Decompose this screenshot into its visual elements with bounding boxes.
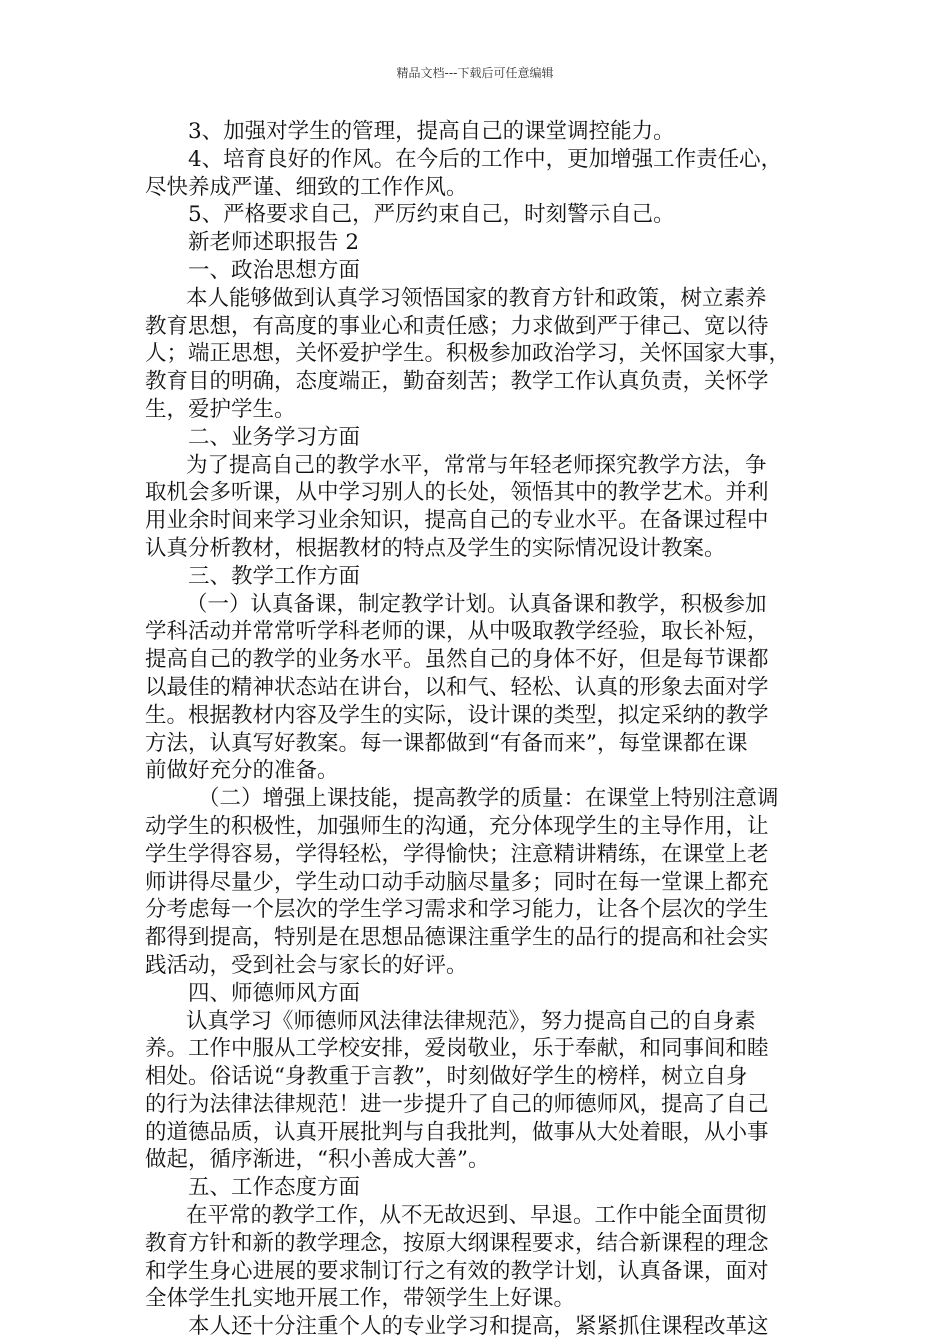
paragraph-line: 生。根据教材内容及学生的实际，设计课的类型，拟定采纳的教学 [145, 702, 769, 728]
paragraph-line: 在平常的教学工作，从不无故迟到、早退。工作中能全面贯彻 [186, 1203, 767, 1229]
paragraph-line: （二）增强上课技能，提高教学的质量：在课堂上特别注意调 [198, 786, 779, 812]
paragraph-line: 分考虑每一个层次的学生学习需求和学习能力，让各个层次的学生 [145, 897, 769, 923]
document-body [145, 118, 810, 1341]
paragraph-line: 4、培育良好的作风。在今后的工作中，更加增强工作责任心， [188, 146, 783, 172]
paragraph-line: 认真学习《师德师风法律法律规范》，努力提高自己的自身素 [186, 1008, 756, 1034]
paragraph-line: 生，爱护学生。 [145, 396, 296, 422]
section-title: 新老师述职报告 2 [188, 230, 360, 256]
paragraph-line: 为了提高自己的教学水平，常常与年轻老师探究教学方法，争 [186, 452, 767, 478]
section-heading: 五、工作态度方面 [188, 1175, 361, 1201]
page-header: 精品文档---下载后可任意编辑 [396, 66, 554, 80]
paragraph-line: 方法，认真写好教案。每一课都做到“有备而来”，每堂课都在课 [145, 730, 748, 756]
paragraph-line: 的行为法律法律规范！进一步提升了自己的师德师风，提高了自己 [145, 1091, 769, 1117]
paragraph-line: 师讲得尽量少，学生动口动手动脑尽量多；同时在每一堂课上都充 [145, 869, 769, 895]
paragraph-line: 学生学得容易，学得轻松，学得愉快；注意精讲精练，在课堂上老 [145, 841, 769, 867]
section-heading: 二、业务学习方面 [188, 424, 361, 450]
section-heading: 一、政治思想方面 [188, 257, 361, 283]
paragraph-line: 相处。俗话说“身教重于言教”，时刻做好学生的榜样，树立自身 [145, 1064, 748, 1090]
paragraph-line: 以最佳的精神状态站在讲台，以和气、轻松、认真的形象去面对学 [145, 674, 769, 700]
paragraph-line: 教育目的明确，态度端正，勤奋刻苦；教学工作认真负责，关怀学 [145, 369, 769, 395]
paragraph-line: 认真分析教材，根据教材的特点及学生的实际情况设计教案。 [145, 535, 726, 561]
section-heading: 三、教学工作方面 [188, 563, 361, 589]
paragraph-line: 教育方针和新的教学理念，按原大纲课程要求，结合新课程的理念 [145, 1230, 769, 1256]
paragraph-line: 尽快养成严谨、细致的工作作风。 [145, 174, 468, 200]
paragraph-line: 人；端正思想，关怀爱护学生。积极参加政治学习，关怀国家大事， [145, 341, 791, 367]
paragraph-line: 前做好充分的准备。 [145, 758, 339, 784]
paragraph-line: 养。工作中服从工学校安排，爱岗敬业，乐于奉献，和同事间和睦 [145, 1036, 769, 1062]
paragraph-line: 取机会多听课，从中学习别人的长处，领悟其中的教学艺术。并利 [145, 480, 769, 506]
paragraph-line: （一）认真备课，制定教学计划。认真备课和教学，积极参加 [186, 591, 767, 617]
paragraph-line: 学科活动并常常听学科老师的课，从中吸取教学经验，取长补短， [145, 619, 769, 645]
paragraph-line: 践活动，受到社会与家长的好评。 [145, 952, 468, 978]
paragraph-line: 做起，循序渐进，“积小善成大善”。 [145, 1147, 490, 1173]
paragraph-line: 全体学生扎实地开展工作，带领学生上好课。 [145, 1286, 576, 1312]
paragraph-line: 教育思想，有高度的事业心和责任感；力求做到严于律己、宽以待 [145, 313, 769, 339]
section-heading: 四、师德师风方面 [188, 980, 361, 1006]
paragraph-line: 用业余时间来学习业余知识，提高自己的专业水平。在备课过程中 [145, 508, 769, 534]
paragraph-line: 5、严格要求自己，严厉约束自己，时刻警示自己。 [188, 202, 675, 228]
paragraph-line: 和学生身心进展的要求制订行之有效的教学计划，认真备课，面对 [145, 1258, 769, 1284]
paragraph-line: 提高自己的教学的业务水平。虽然自己的身体不好，但是每节课都 [145, 647, 769, 673]
paragraph-line: 3、加强对学生的管理，提高自己的课堂调控能力。 [188, 119, 675, 144]
paragraph-line: 的道德品质，认真开展批判与自我批判，做事从大处着眼，从小事 [145, 1119, 769, 1145]
paragraph-line: 都得到提高，特别是在思想品德课注重学生的品行的提高和社会实 [145, 925, 769, 951]
paragraph-line: 动学生的积极性，加强师生的沟通，充分体现学生的主导作用，让 [145, 813, 769, 839]
paragraph-line: 本人还十分注重个人的专业学习和提高，紧紧抓住课程改革这 [188, 1314, 769, 1340]
paragraph-line: 本人能够做到认真学习领悟国家的教育方针和政策，树立素养 [186, 285, 767, 311]
